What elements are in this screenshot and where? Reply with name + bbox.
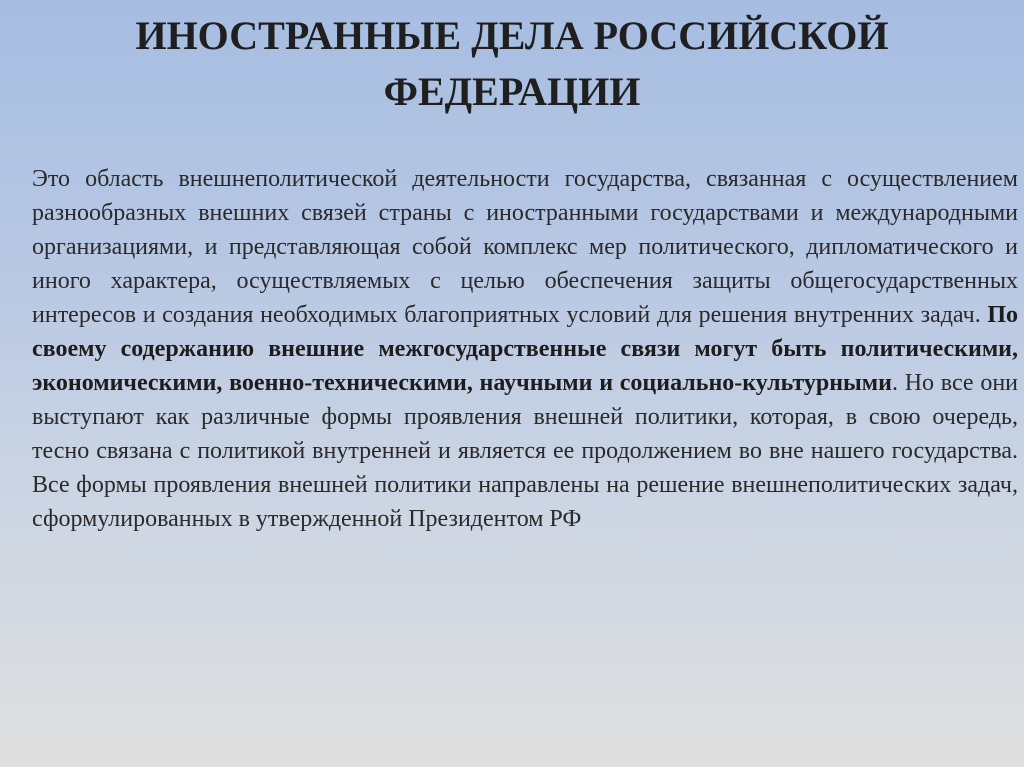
slide-title-line-2: ФЕДЕРАЦИИ xyxy=(383,69,641,114)
paragraph-rest-text: . Но все они выступают как различные формы проявления внешней политики, которая, в свою очередь, тесно связана с политикой внутренней и является ее продолжением во вне нашего государства. Все формы проявления внешней политики направлены на решение внешнеполитических задач, сформулированных в утвержденной Президентом РФ xyxy=(32,370,1019,532)
paragraph-intro-text: Это область внешнеполитической деятельности государства, связанная с осуществлением разнообразных внешних связей страны с иностранными государствами и международными организациями, и представляющая собой комплекс мер политического, дипломатического и иного характера, осуществляемых с целью обеспечения защиты общегосударственных интересов и создания необходимых благоприятных условий для решения внутренних задач. xyxy=(32,166,1018,328)
paragraph-bold-text: По своему содержанию внешние межгосударственные связи могут быть политическими, экономическими, военно-техническими, научными и социально-культурными xyxy=(32,302,1018,396)
slide-title-line-1: ИНОСТРАННЫЕ ДЕЛА РОССИЙСКОЙ xyxy=(135,13,889,58)
slide-title xyxy=(40,8,984,120)
slide-body-paragraph xyxy=(32,162,1018,536)
